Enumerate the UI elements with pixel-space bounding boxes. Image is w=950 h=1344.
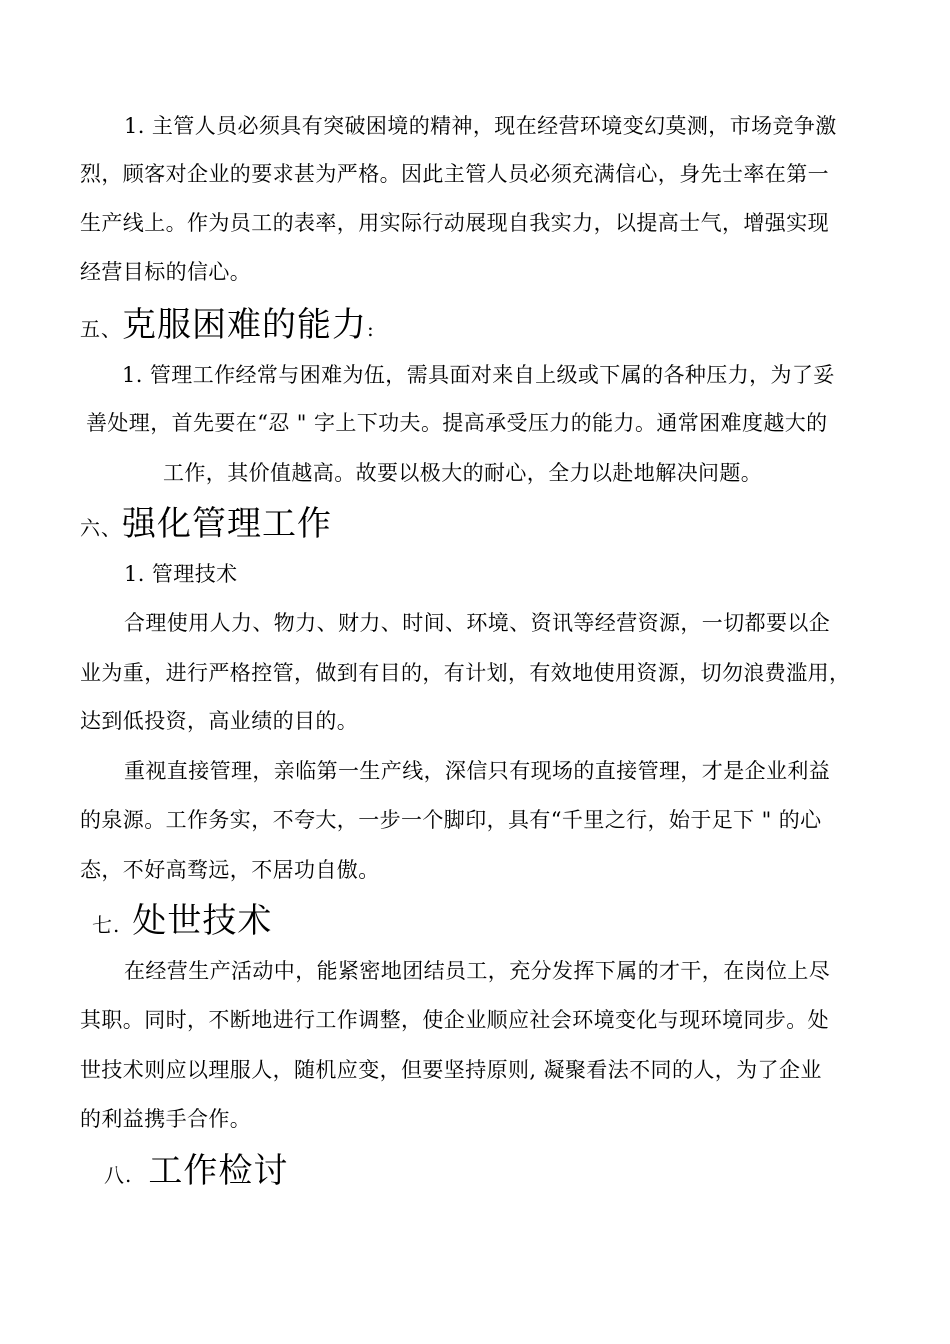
paragraph-line: 合理使用人力、物力、财力、时间、环境、资讯等经营资源，一切都要以企 [124,611,831,635]
paragraph-line: 其职。同时，不断地进行工作调整，使企业顺应社会环境变化与现环境同步。处 [80,1008,829,1032]
section-heading-6 [80,502,332,552]
paragraph-line: 善处理，首先要在“忍 " 字上下功夫。提高承受压力的能力。通常困难度越大的 [86,411,828,435]
section-heading-8 [104,1149,288,1199]
section-number: 五、 [80,317,122,341]
section-number: 八. [104,1163,133,1187]
paragraph-line: 的泉源。工作务实，不夸大，一步一个脚印，具有“千里之行，始于足下 " 的心 [80,808,822,832]
paragraph-line: 业为重，进行严格控管，做到有目的，有计划，有效地使用资源，切勿浪费滥用， [80,661,851,685]
paragraph-line: 重视直接管理，亲临第一生产线，深信只有现场的直接管理，才是企业利益 [124,759,831,783]
paragraph-line: 的利益携手合作。 [80,1107,252,1131]
paragraph-line: 工作，其价值越高。故要以极大的耐心，全力以赴地解决问题。 [163,461,763,485]
section-heading-7 [92,899,272,949]
section-title: 工作检讨 [148,1151,289,1191]
paragraph-line: 态，不好高骛远，不居功自傲。 [80,858,380,882]
section-title: 处世技术 [132,901,273,941]
subsection-heading: 1. 管理技术 [124,562,238,586]
paragraph-line: 经营目标的信心。 [80,260,252,284]
paragraph-line: 1. 主管人员必须具有突破困境的精神，现在经营环境变幻莫测，市场竞争激 [124,114,837,138]
section-number: 六、 [80,516,122,540]
paragraph-line: 达到低投资，高业绩的目的。 [80,709,359,733]
paragraph-line: 1. 管理工作经常与困难为伍，需具面对来自上级或下属的各种压力，为了妥 [122,363,835,387]
section-number: 七. [92,913,121,937]
section-title: 强化管理工作 [122,504,332,544]
paragraph-line: 在经营生产活动中，能紧密地团结员工，充分发挥下属的才干，在岗位上尽 [124,959,831,983]
section-title-suffix: : [367,317,374,341]
paragraph-line: 世技术则应以理服人，随机应变，但要坚持原则, 凝聚看法不同的人，为了企业 [80,1058,822,1082]
section-title: 克服困难的能力 [122,305,367,345]
paragraph-line: 烈，顾客对企业的要求甚为严格。因此主管人员必须充满信心，身先士率在第一 [80,162,829,186]
paragraph-line: 生产线上。作为员工的表率，用实际行动展现自我实力，以提高士气，增强实现 [80,211,829,235]
section-heading-5 [80,303,374,353]
